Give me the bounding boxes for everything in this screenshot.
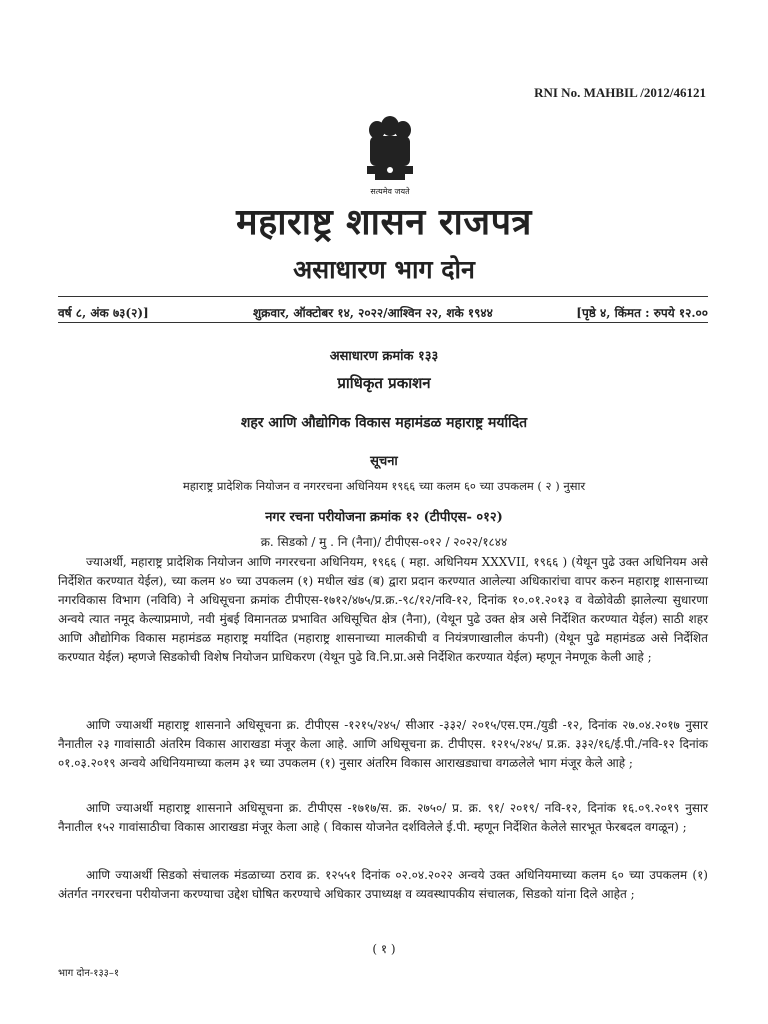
price-info: [पृष्ठे ४, किंमत : रुपये १२.०० <box>576 306 708 320</box>
paragraph-2: आणि ज्याअर्थी महाराष्ट्र शासनाने अधिसूचना क्र. टीपीएस -१२१५/२४५/ सीआर -३३२/ २०१५/एस.एम./युडी -१२, दिनांक २७.०४.२०१७ नुसार नैनातील २३ गावांसाठी अंतरिम विकास आराखडा मंजूर केला आहे. आणि अधिसूचना क्र. टीपीएस. १२१५/२४५/ प्र.क्र. ३३२/१६/ई.पी./नवि-१२ दिनांक ०१.०३.२०१९ अन्वये अधिनियमाच्या कलम ३१ च्या उपकलम (१) नुसार अंतरिम विकास आराखड्याचा वगळलेले भाग मंजूर केले आहे ; <box>58 718 708 770</box>
volume-info: वर्ष ८, अंक ७३(२)] <box>58 306 149 320</box>
footer-code: भाग दोन-१३३–१ <box>58 968 120 979</box>
gazette-title: महाराष्ट्र शासन राजपत्र <box>236 201 532 243</box>
national-emblem-icon <box>355 108 425 198</box>
paragraph-3: आणि ज्याअर्थी महाराष्ट्र शासनाने अधिसूचना क्र. टीपीएस -१७१७/स. क्र. २७५०/ प्र. क्र. ९१/ २०१९/ नवि-१२, दिनांक १६.०९.२०१९ नुसार नैनातील १५२ गावांसाठीचा विकास आराखडा मंजूर केला आहे ( विकास योजनेत दर्शविलेले ई.पी. म्हणून निर्देशित केलेले सारभूत फेरबदल वगळून) ; <box>58 801 708 834</box>
emblem-motto: सत्यमेव जयते <box>370 187 410 196</box>
gazette-subtitle: असाधारण भाग दोन <box>293 255 475 284</box>
top-divider <box>58 296 708 297</box>
extraordinary-number: असाधारण क्रमांक १३३ <box>329 349 439 364</box>
organization-name: शहर आणि औद्योगिक विकास महामंडळ महाराष्ट्र मर्यादित <box>240 415 528 431</box>
reference-number: क्र. सिडको / मु . नि (नैना)/ टीपीएस-०१२ / २०२२/१८४४ <box>260 535 508 549</box>
page-number: ( १ ) <box>372 942 396 956</box>
scheme-title: नगर रचना परीयोजना क्रमांक १२ (टीपीएस- ०१२) <box>265 510 503 525</box>
authorized-publication: प्राधिकृत प्रकाशन <box>337 374 431 392</box>
notice-heading: सूचना <box>370 454 398 469</box>
paragraph-1: ज्याअर्थी, महाराष्ट्र प्रादेशिक नियोजन आणि नगररचना अधिनियम, १९६६ ( महा. अधिनियम XXXVII, १९६६ ) (येथून पुढे उक्त अधिनियम असे निर्देशित करण्यात येईल), च्या कलम ४० च्या उपकलम (१) मधील खंड (ब) द्वारा प्रदान करण्यात आलेल्या अधिकारांचा वापर करुन महाराष्ट्र शासनाच्या नगरविकास विभाग (नविवि) ने अधिसूचना क्रमांक टीपीएस-१७१२/४७५/प्र.क्र.-९८/१२/नवि-१२, दिनांक १०.०१.२०१३ व वेळोवेळी झालेल्या सुधारणा अन्वये त्यात नमूद केल्याप्रमाणे, नवी मुंबई विमानतळ प्रभावित अधिसूचित क्षेत्र (नैना), (येथून पुढे उक्त क्षेत्र असे निर्देशित करण्यात येईल) साठी शहर आणि औद्योगिक विकास महामंडळ महाराष्ट्र मर्यादित (महाराष्ट्र शासनाच्या मालकीची व नियंत्रणाखालील कंपनी) (येथून पुढे महामंडळ असे निर्देशित करण्यात येईल) म्हणजे सिडकोची विशेष नियोजन प्राधिकरण (येथून पुढे वि.नि.प्रा.असे निर्देशित करण्यात येईल) म्हणून नेमणूक केली आहे ; <box>58 555 708 664</box>
rni-number: RNI No. MAHBIL /2012/46121 <box>534 85 706 100</box>
bottom-divider <box>58 322 708 323</box>
paragraph-4: आणि ज्याअर्थी सिडको संचालक मंडळाच्या ठराव क्र. १२५५१ दिनांक ०२.०४.२०२२ अन्वये उक्त अधिनियमाच्या कलम ६० च्या उपकलम (१) अंतर्गत नगररचना परीयोजना करण्याचा उद्देश घोषित करण्याचे अधिकार उपाध्यक्ष व व्यवस्थापकीय संचालक, सिडको यांना दिले आहेत ; <box>58 868 708 901</box>
issue-date: शुक्रवार, ऑक्टोबर १४, २०२२/आश्विन २२, शके १९४४ <box>253 306 493 320</box>
act-line: महाराष्ट्र प्रादेशिक नियोजन व नगररचना अधिनियम १९६६ च्या कलम ६० च्या उपकलम ( २ ) नुसार <box>182 479 586 493</box>
